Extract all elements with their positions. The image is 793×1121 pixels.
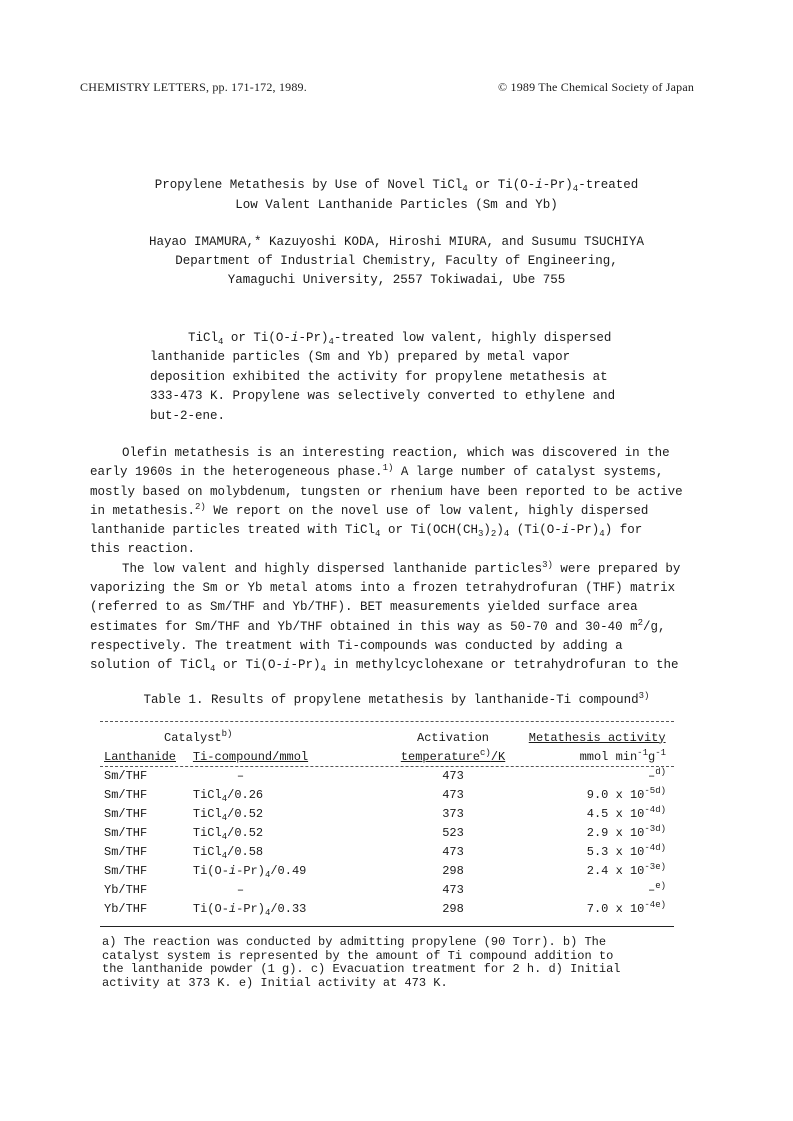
cell-ti-compound: $Ti(O-i-Pr)_4/0.49$ (192, 863, 307, 880)
cell-temperature: 473 (442, 844, 464, 859)
cell-ti-compound: TiCl$_4$/0.52 (192, 806, 264, 823)
table-row (100, 861, 674, 880)
table-row (100, 785, 674, 804)
footnote-line: activity at 373 K. e) Initial activity at 473 K. (102, 975, 448, 990)
body-line: The low valent and highly dispersed lanthanide particles$^{3)}$ were prepared by (122, 559, 681, 576)
cell-ti-compound: TiCl$_4$/0.26 (192, 787, 264, 804)
table-footnotes (102, 936, 682, 990)
cell-temperature: 473 (442, 882, 464, 897)
abstract-line: lanthanide particles (Sm and Yb) prepared by metal vapor (150, 350, 571, 365)
table-header-row (100, 728, 674, 747)
cell-lanthanide: Yb/THF (104, 901, 148, 916)
cell-ti-compound: – (236, 768, 245, 783)
body-line: respectively. The treatment with Ti-compounds was conducted by adding a (90, 638, 623, 653)
cell-temperature: 298 (442, 901, 464, 916)
cell-lanthanide: Sm/THF (104, 825, 148, 840)
footnote-line: a) The reaction was conducted by admitting propylene (90 Torr). b) The (102, 935, 607, 949)
cell-lanthanide: Yb/THF (104, 882, 148, 897)
cell-lanthanide: Sm/THF (104, 806, 148, 821)
cell-temperature: 373 (442, 806, 464, 821)
cell-activity: 2.9 x $10^{-3d)}$ (586, 823, 666, 840)
footnote-line: the lanthanide powder (1 g). c) Evacuation treatment for 2 h. d) Initial (102, 962, 621, 976)
cell-activity: –$^{e)}$ (647, 880, 666, 897)
body-line: Olefin metathesis is an interesting reaction, which was discovered in the (122, 446, 670, 460)
table-row (100, 899, 674, 918)
body-line: in metathesis.$^{2)}$ We report on the novel use of low valent, highly dispersed (90, 501, 649, 518)
cell-lanthanide: Sm/THF (104, 863, 148, 878)
col-header-ti-compound: Ti-compound/mmol (192, 749, 309, 764)
col-header-metathesis: Metathesis activity (528, 730, 666, 745)
paper-title-line-1: Propylene Metathesis by Use of Novel TiCl$_4$ or $Ti(O-i-Pr)_4$-treated (154, 178, 639, 194)
cell-lanthanide: Sm/THF (104, 844, 148, 859)
abstract-line: but-2-ene. (150, 408, 226, 423)
cell-activity: 2.4 x $10^{-3e)}$ (586, 861, 666, 878)
abstract (150, 329, 650, 426)
body-line: this reaction. (90, 542, 196, 557)
table-subheader-row (100, 747, 674, 766)
cell-ti-compound: TiCl$_4$/0.58 (192, 844, 264, 861)
cell-temperature: 473 (442, 768, 464, 783)
col-header-temperature: temperature$^{c)}$/K (400, 747, 506, 764)
author-list: Hayao IMAMURA,* Kazuyoshi KODA, Hiroshi MIURA, and Susumu TSUCHIYA (148, 235, 645, 249)
table-row (100, 880, 674, 899)
cell-lanthanide: Sm/THF (104, 768, 148, 783)
cell-activity: 9.0 x $10^{-5d)}$ (586, 785, 666, 802)
cell-lanthanide: Sm/THF (104, 787, 148, 802)
body-line: lanthanide particles treated with TiCl$_4$ or $Ti(OCH(CH_3)_2)_4$ $(Ti(O-i-Pr)_4)$ for (90, 523, 643, 540)
affiliation-line-2: Yamaguchi University, 2557 Tokiwadai, Ube 755 (227, 273, 566, 287)
col-header-lanthanide: Lanthanide (104, 749, 177, 764)
abstract-line: 333-473 K. Propylene was selectively converted to ethylene and (150, 389, 616, 404)
body-line: early 1960s in the heterogeneous phase.$^{1)}$ A large number of catalyst systems, (90, 463, 664, 480)
body-line: vaporizing the Sm or Yb metal atoms into a frozen tetrahydrofuran (THF) matrix (90, 581, 676, 596)
body-line: estimates for Sm/THF and Yb/THF obtained in this way as 50-70 and 30-40 $m^2/g$, (90, 617, 666, 634)
cell-activity: 5.3 x $10^{-4d)}$ (586, 842, 666, 859)
abstract-line: deposition exhibited the activity for propylene metathesis at (150, 369, 608, 384)
table-bottom-rule (100, 926, 674, 927)
body-line: (referred to as Sm/THF and Yb/THF). BET measurements yielded surface area (90, 600, 638, 615)
abstract-line: TiCl$_4$ or $Ti(O-i-Pr)_4$-treated low valent, highly dispersed (188, 331, 612, 347)
cell-temperature: 298 (442, 863, 464, 878)
results-table (100, 728, 674, 918)
cell-ti-compound: – (236, 882, 245, 897)
table-caption: Table 1. Results of propylene metathesis by lanthanide-Ti compound$^{3)}$ (143, 691, 650, 707)
table-row (100, 804, 674, 823)
cell-temperature: 523 (442, 825, 464, 840)
col-header-activation: Activation (417, 730, 490, 745)
cell-temperature: 473 (442, 787, 464, 802)
body-line: mostly based on molybdenum, tungsten or rhenium have been reported to be active (90, 484, 683, 499)
table-row (100, 823, 674, 842)
copyright-notice: © 1989 The Chemical Society of Japan (498, 80, 695, 94)
table-top-rule (100, 721, 674, 722)
body-line: solution of TiCl$_4$ or $Ti(O-i-Pr)_4$ in methylcyclohexane or tetrahydrofuran to the (90, 658, 679, 675)
col-header-unit: mmol $\min^{-1}g^{-1}$ (579, 747, 666, 764)
cell-ti-compound: $Ti(O-i-Pr)_4/0.33$ (192, 901, 307, 918)
paper-title-line-2: Low Valent Lanthanide Particles (Sm and Yb) (235, 198, 558, 212)
table-row (100, 842, 674, 861)
cell-activity: –$^{d)}$ (647, 766, 666, 783)
col-header-catalyst: Catalyst$^{b)}$ (164, 728, 233, 745)
footnote-line: catalyst system is represented by the amount of Ti compound addition to (102, 948, 614, 963)
body-text (90, 444, 720, 676)
cell-activity: 4.5 x $10^{-4d)}$ (586, 804, 666, 821)
table-row (100, 766, 674, 785)
cell-activity: 7.0 x $10^{-4e)}$ (586, 899, 666, 916)
journal-citation: CHEMISTRY LETTERS, pp. 171-172, 1989. (80, 80, 307, 94)
affiliation-line-1: Department of Industrial Chemistry, Faculty of Engineering, (175, 254, 618, 268)
cell-ti-compound: TiCl$_4$/0.52 (192, 825, 264, 842)
